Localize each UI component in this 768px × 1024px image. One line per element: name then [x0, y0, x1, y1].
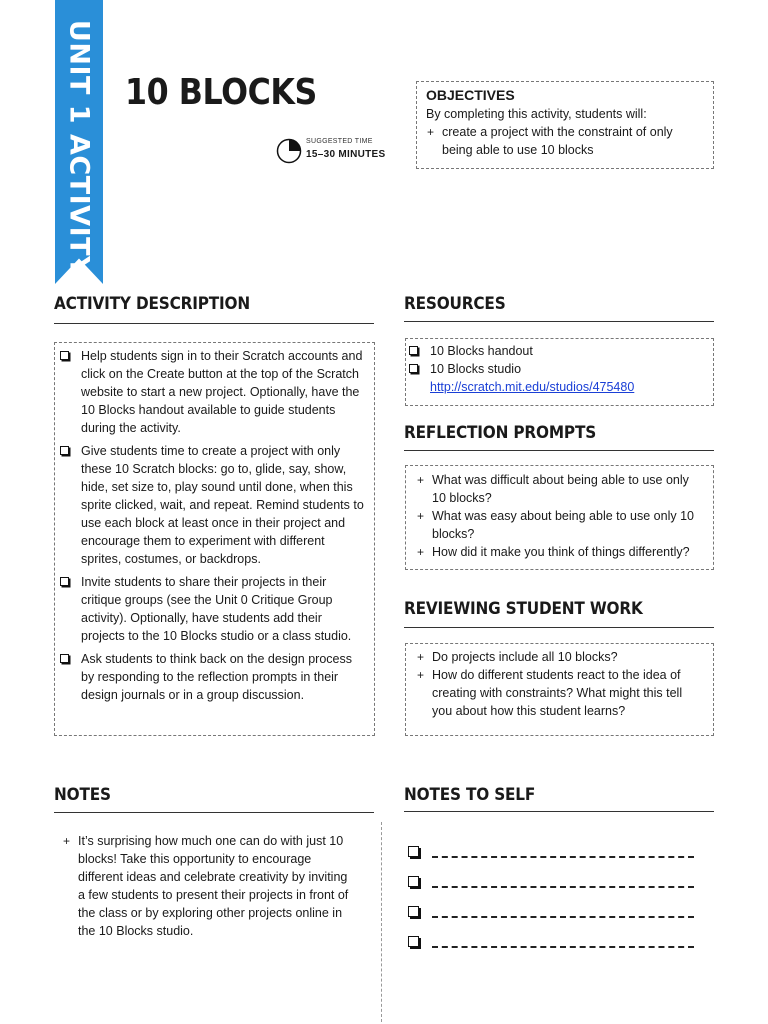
checkbox-icon — [60, 351, 69, 360]
notes-to-self-heading: NOTES TO SELF — [404, 785, 536, 805]
notes-heading: NOTES — [54, 785, 111, 805]
reflection-prompts-box — [405, 465, 714, 570]
objectives-heading: OBJECTIVES — [426, 87, 515, 103]
column-divider — [381, 822, 382, 1022]
clock-icon — [276, 138, 302, 164]
checkbox-icon[interactable] — [408, 936, 419, 947]
divider — [54, 812, 374, 813]
notes-to-self-line[interactable] — [408, 840, 708, 864]
checkbox-icon[interactable] — [408, 906, 419, 917]
checkbox-icon — [409, 346, 418, 355]
list-item: Invite students to share their projects in their critique groups (see the Unit 0 Critique Group activity). Optionally, have students add their projects to the 10 Blocks studio or a class studio. — [57, 573, 368, 645]
activity-steps-list — [57, 347, 368, 704]
reviewing-list — [408, 648, 705, 720]
divider — [404, 450, 714, 451]
objectives-intro: By completing this activity, students will: — [426, 107, 647, 121]
activity-description-box — [54, 342, 375, 736]
notes-to-self-line[interactable] — [408, 870, 708, 894]
studio-link[interactable]: http://scratch.mit.edu/studios/475480 — [430, 380, 635, 394]
page-title: 10 BLOCKS — [125, 72, 317, 113]
resources-heading: RESOURCES — [404, 294, 506, 314]
list-item — [406, 378, 707, 396]
list-item: + It’s surprising how much one can do with just 10 blocks! Take this opportunity to encourage different ideas and celebrate creativity by inviting a few students to present their projects in front of the class or by exploring other projects online in the 10 Blocks studio. — [63, 834, 349, 938]
activity-description-heading: ACTIVITY DESCRIPTION — [54, 294, 251, 314]
divider — [404, 321, 714, 322]
objectives-box — [416, 81, 714, 169]
list-item: 10 Blocks handout — [406, 342, 707, 360]
divider — [54, 323, 374, 324]
list-item: + create a project with the constraint of only being able to use 10 blocks — [427, 125, 673, 157]
checkbox-icon — [60, 446, 69, 455]
notes-to-self-line[interactable] — [408, 930, 708, 954]
list-item: Give students time to create a project with only these 10 Scratch blocks: go to, glide, say, show, hide, set size to, play sound until done, when this sprite clicked, wait, and repeat. Remind students to use each block at least once in their project and encourage them to experiment with different sprites, costumes, or backdrops. — [57, 442, 368, 568]
checkbox-icon — [60, 654, 69, 663]
list-item: 10 Blocks studio — [406, 360, 707, 378]
reflection-prompts-list — [408, 471, 705, 561]
notes-to-self-line[interactable] — [408, 900, 708, 924]
reviewing-student-work-heading: REVIEWING STUDENT WORK — [404, 599, 643, 619]
checkbox-icon[interactable] — [408, 876, 419, 887]
list-item: Ask students to think back on the design process by responding to the reflection prompts in their design journals or in a group discussion. — [57, 650, 368, 704]
objectives-list — [418, 123, 704, 159]
resources-box — [405, 338, 714, 406]
suggested-time-value: 15–30 MINUTES — [306, 149, 386, 160]
list-item: + How do different students react to the idea of creating with constraints? What might this tell you about how this student learns? — [417, 668, 683, 718]
checkbox-icon — [60, 577, 69, 586]
list-item: + How did it make you think of things differently? — [417, 545, 690, 559]
suggested-time-label: SUGGESTED TIME — [306, 138, 373, 145]
list-item: Help students sign in to their Scratch accounts and click on the Create button at the top of the Scratch website to start a new project. Optionally, have the 10 Blocks handout available to guide students during the activity. — [57, 347, 368, 437]
list-item: + What was difficult about being able to use only 10 blocks? — [417, 473, 689, 505]
reviewing-student-work-box — [405, 643, 714, 736]
list-item: + Do projects include all 10 blocks? — [417, 650, 618, 664]
unit-banner-label: UNIT 1 ACTIVITY — [63, 19, 95, 277]
resources-list — [406, 342, 707, 396]
checkbox-icon — [409, 364, 418, 373]
divider — [404, 627, 714, 628]
divider — [404, 811, 714, 812]
list-item: + What was easy about being able to use only 10 blocks? — [417, 509, 694, 541]
checkbox-icon[interactable] — [408, 846, 419, 857]
notes-list — [54, 832, 354, 940]
reflection-prompts-heading: REFLECTION PROMPTS — [404, 423, 597, 443]
